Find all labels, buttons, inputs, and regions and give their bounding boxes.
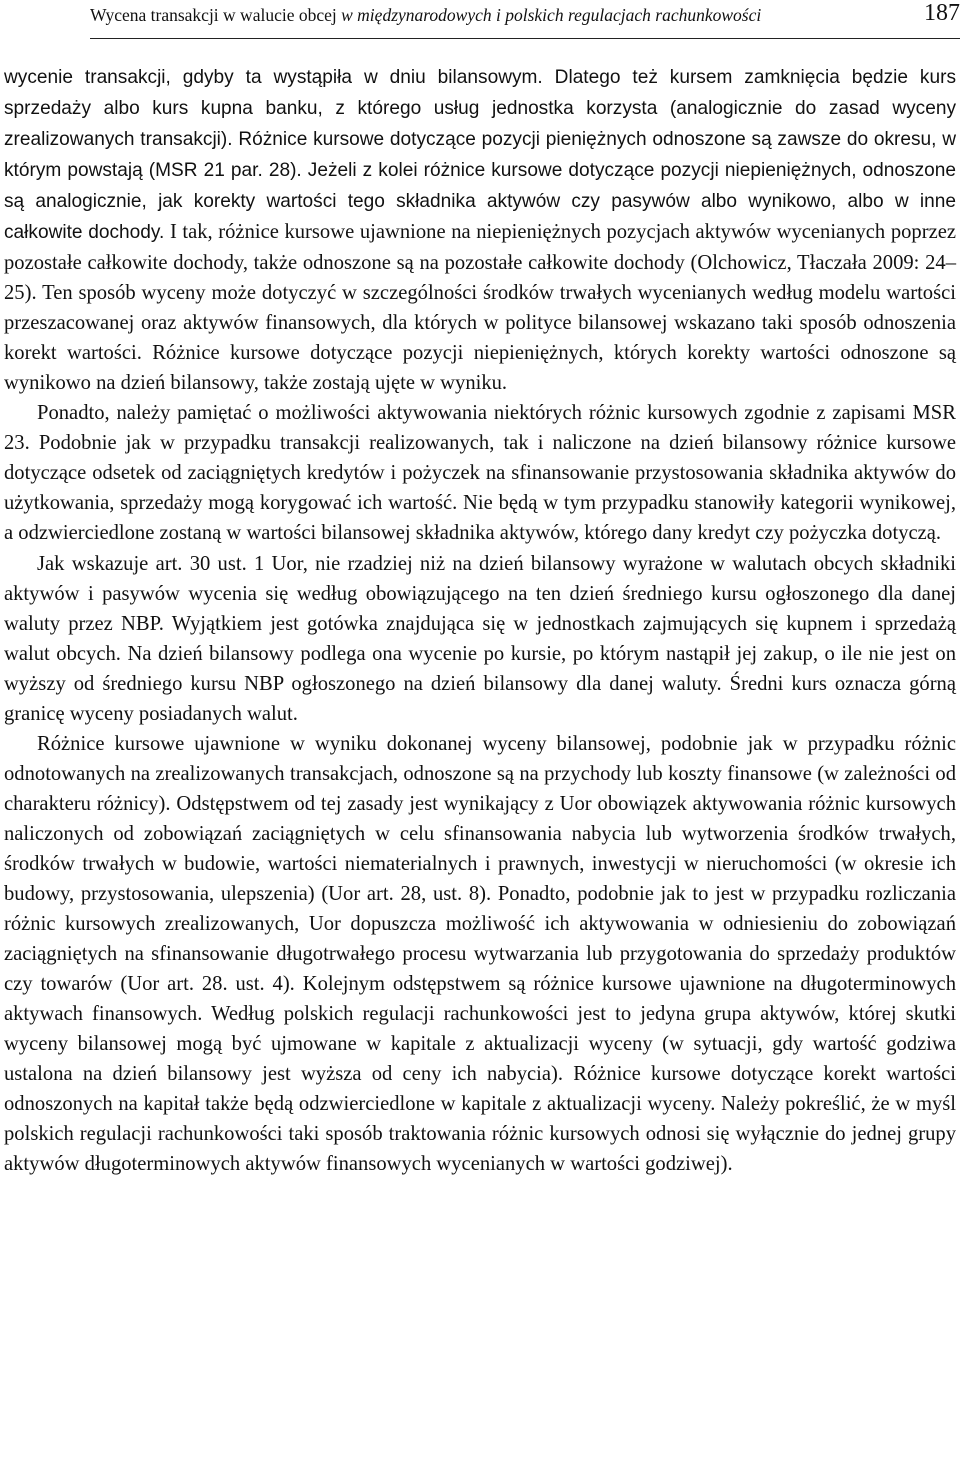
running-header (90, 0, 960, 39)
body-text (4, 62, 956, 1179)
page-number: 187 (924, 0, 960, 26)
paragraph-1-serif-part: I tak, różnice kursowe ujawnione na niepieniężnych pozycjach aktywów wycenianych poprzez pozostałe całkowite dochody, także odnoszone są na pozostałe całkowite dochody (Olchowicz, Tłaczała 2009: 24–25). Ten sposób wyceny może dotyczyć w szczególności środków trwałych wycenianych według modelu wartości przeszacowanej oraz aktywów finansowych, dla których w polityce bilansowej wskazano taki sposób odnoszenia korekt wartości. Różnice kursowe dotyczące pozycji niepieniężnych, których korekty wartości odnoszone są wynikowo na dzień bilansowy, także zostają ujęte w wyniku. (4, 221, 956, 395)
paragraph-3: Jak wskazuje art. 30 ust. 1 Uor, nie rzadziej niż na dzień bilansowy wyrażone w walutach obcych składniki aktywów i pasywów wycenia się według obowiązującego na ten dzień średniego kursu ogłoszonego dla danej waluty przez NBP. Wyjątkiem jest gotówka znajdująca się w jednostkach zajmujących się kupnem i sprzedażą walut obcych. Na dzień bilansowy podlega ona wycenie po kursie, po którym nastąpił jej zakup, o ile nie jest on wyższy od średniego kursu NBP ogłoszonego na dzień bilansowy dla danej waluty. Średni kurs oznacza górną granicę wyceny posiadanych walut. (4, 552, 956, 725)
paragraph-2: Ponadto, należy pamiętać o możliwości aktywowania niektórych różnic kursowych zgodnie z zapisami MSR 23. Podobnie jak w przypadku transakcji realizowanych, tak i naliczone na dzień bilansowy różnice kursowe dotyczące odsetek od zaciągniętych kredytów i pożyczek na sfinansowanie przystosowania składnika aktywów do użytkowania, sprzedaży mogą korygować ich wartość. Nie będą w tym przypadku stanowiły kategorii wynikowej, a odzwierciedlone zostaną w wartości bilansowej składnika aktywów, którego dany kredyt czy pożyczka dotyczą. (4, 402, 956, 545)
paragraph-4: Różnice kursowe ujawnione w wyniku dokonanej wyceny bilansowej, podobnie jak w przypadku różnic odnotowanych na zrealizowanych transakcjach, odnoszone są na przychody lub koszty finansowe (w zależności od charakteru różnicy). Odstępstwem od tej zasady jest wynikający z Uor obowiązek aktywowania różnic kursowych naliczonych od zobowiązań zaciągniętych w celu sfinansowania nabycia lub wytworzenia środków trwałych, środków trwałych w budowie, wartości niematerialnych i prawnych, inwestycji w nieruchomości (w okresie ich budowy, przystosowania, ulepszenia) (Uor art. 28, ust. 8). Ponadto, podobnie jak to jest w przypadku rozliczania różnic kursowych zrealizowanych, Uor dopuszcza możliwość ich aktywowania w odniesieniu do zobowiązań zaciągniętych na sfinansowanie długotrwałego procesu wytwarzania lub przygotowania do sprzedaży produktów czy towarów (Uor art. 28. ust. 4). Kolejnym odstępstwem są różnice kursowe ujawnione na długoterminowych aktywach finansowych. Według polskich regulacji rachunkowości jest to jedyna grupa aktywów, której skutki wyceny bilansowej mogą być ujmowane w kapitale z aktualizacji wyceny (w sytuacji, gdy wartość godziwa ustalona na dzień bilansowy jest wyższa od ceny ich nabycia). Różnice kursowe dotyczące korekt wartości odnoszonych na kapitał także będą odzwierciedlone w kapitale z aktualizacji wyceny. Należy pokreślić, że w myśl polskich regulacji rachunkowości taki sposób traktowania różnic kursowych odnosi się wyłącznie do jednej grupy aktywów długoterminowych aktywów finansowych wycenianych w wartości godziwej). (4, 732, 956, 1176)
paragraph-1-sans-part: wycenie transakcji, gdyby ta wystąpiła w dniu bilansowym. Dlatego też kursem zamknięcia będzie kurs sprzedaży albo kurs kupna banku, z którego usług jednostka korzysta (analogicznie do zasad wyceny zrealizowanych transakcji). Różnice kursowe dotyczące pozycji pieniężnych odnoszone są zawsze do okresu, w którym powstają (MSR 21 par. 28). Jeżeli z kolei różnice kursowe dotyczące pozycji niepieniężnych, odnoszone są analogicznie, jak korekty wartości tego składnika aktywów czy pasywów albo wynikowo, albo w inne całkowite dochody. (4, 67, 956, 244)
running-title-regular: Wycena transakcji w walucie obcej (90, 5, 342, 25)
paragraph-1 (4, 62, 956, 398)
running-title (90, 5, 761, 26)
running-title-italic: w międzynarodowych i polskich regulacjach rachunkowości (341, 5, 762, 25)
